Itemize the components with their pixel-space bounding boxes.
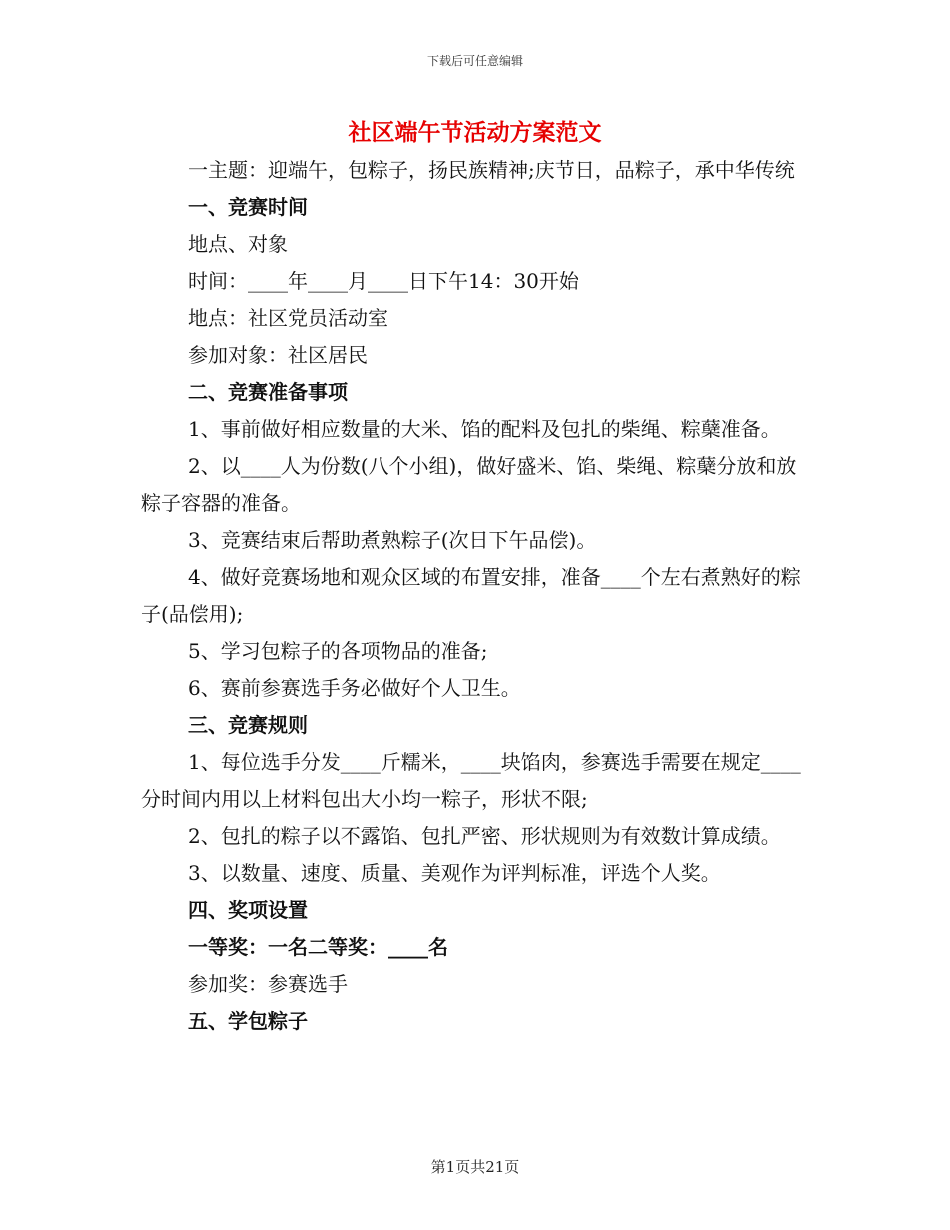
paragraph-prep-4: 4、做好竞赛场地和观众区域的布置安排，准备____个左右煮熟好的粽子(品偿用);	[141, 565, 801, 626]
paragraph-prep-1: 1、事前做好相应数量的大米、馅的配料及包扎的柴绳、粽蘖准备。	[188, 417, 781, 441]
page-header: 下载后可任意编辑	[426, 54, 523, 68]
paragraph-time: 时间：____年____月____日下午14：30开始	[188, 269, 579, 293]
paragraph-prep-3: 3、竞赛结束后帮助煮熟粽子(次日下午品偿)。	[188, 528, 597, 552]
paragraph-rule-3: 3、以数量、速度、质量、美观作为评判标准，评选个人奖。	[188, 861, 721, 885]
heading-learn-zongzi: 五、学包粽子	[188, 1009, 308, 1033]
paragraph-participants: 参加对象：社区居民	[188, 343, 368, 367]
document-body	[141, 152, 813, 1040]
heading-awards: 四、奖项设置	[188, 898, 308, 922]
paragraph-prep-2: 2、以____人为份数(八个小组)，做好盛米、馅、柴绳、粽蘖分放和放粽子容器的准备。	[141, 454, 797, 515]
paragraph-theme: 一主题：迎端午，包粽子，扬民族精神;庆节日，品粽子，承中华传统	[188, 158, 795, 182]
heading-rules: 三、竞赛规则	[188, 713, 308, 737]
paragraph-rule-2: 2、包扎的粽子以不露馅、包扎严密、形状规则为有效数计算成绩。	[188, 824, 781, 848]
document-title: 社区端午节活动方案范文	[348, 119, 602, 146]
heading-preparation: 二、竞赛准备事项	[188, 380, 348, 404]
paragraph-participation-award: 参加奖：参赛选手	[188, 972, 348, 996]
paragraph-rule-1: 1、每位选手分发____斤糯米，____块馅肉，参赛选手需要在规定____分时间内用以上材料包出大小均一粽子，形状不限;	[141, 750, 801, 811]
page-footer: 第1页共21页	[430, 1158, 520, 1176]
paragraph-location-audience: 地点、对象	[188, 232, 288, 256]
paragraph-prep-5: 5、学习包粽子的各项物品的准备;	[188, 639, 488, 663]
paragraph-prep-6: 6、赛前参赛选手务必做好个人卫生。	[188, 676, 521, 700]
paragraph-location: 地点：社区党员活动室	[188, 306, 388, 330]
paragraph-award-prizes: 一等奖：一名二等奖：____名	[188, 935, 448, 959]
heading-contest-time: 一、竞赛时间	[188, 195, 308, 219]
